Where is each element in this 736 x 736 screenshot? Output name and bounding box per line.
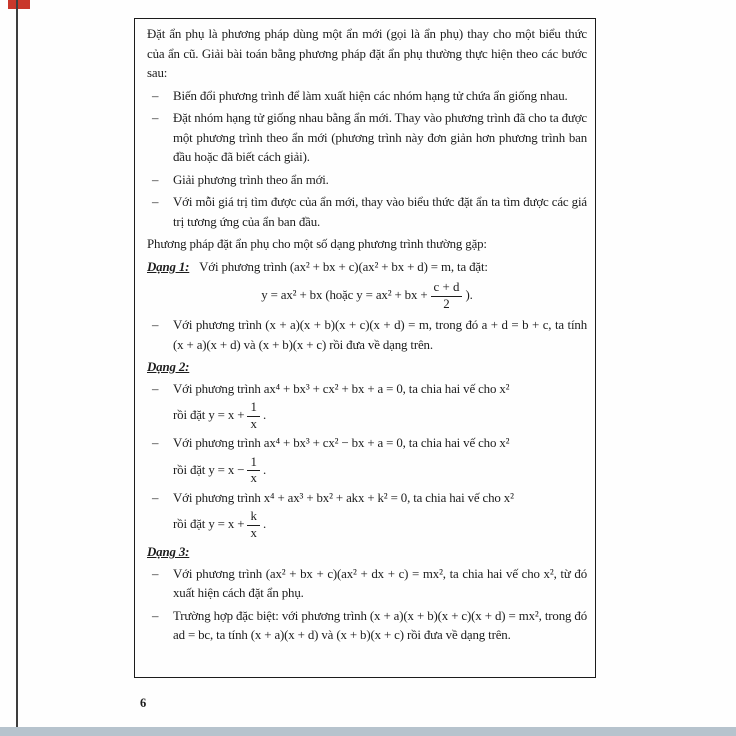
- fraction-numerator: 1: [250, 400, 257, 415]
- fraction-denominator: x: [247, 416, 259, 432]
- dang3-item-1: [147, 565, 587, 604]
- fraction-numerator: 1: [250, 454, 257, 469]
- step-item-3: [147, 171, 587, 191]
- step-item-4: [147, 193, 587, 232]
- dang3-heading: [147, 543, 587, 563]
- dang2-item-3: [147, 489, 587, 541]
- dang2-item-subline: [173, 510, 587, 540]
- formula-pre: y = ax² + bx (hoặc y = ax² + bx +: [261, 288, 431, 302]
- bullet-dash: –: [152, 381, 159, 396]
- fraction-1-over-x: [247, 401, 259, 431]
- bullet-dash: –: [152, 111, 159, 125]
- dang2-label: Dạng 2:: [147, 360, 190, 375]
- step-item-1: [147, 87, 587, 107]
- bullet-dash: –: [152, 436, 159, 451]
- bullet-dash: –: [152, 88, 159, 103]
- dang2-heading: [147, 358, 587, 378]
- step-text: Biến đổi phương trình để làm xuất hiện các nhóm hạng tử chứa ẩn giống nhau.: [173, 88, 568, 103]
- page-number: 6: [140, 696, 147, 710]
- theory-box: [134, 18, 596, 678]
- subline-post: .: [259, 462, 267, 477]
- fraction-k-over-x: [247, 510, 259, 540]
- dang1-formula: [147, 281, 587, 311]
- bullet-dash: –: [152, 490, 159, 505]
- dang2-item-line: Với phương trình ax⁴ + bx³ + cx² + bx + a = 0, ta chia hai vế cho x²: [173, 381, 510, 396]
- dang1-intro-text: Với phương trình (ax² + bx + c)(ax² + bx + d) = m, ta đặt:: [199, 259, 488, 274]
- subline-pre: rồi đặt y = x −: [173, 462, 248, 477]
- dang1-note-text: Với phương trình (x + a)(x + b)(x + c)(x + d) = m, trong đó a + d = b + c, ta tính (x + a)(x + d) và (x + b)(x + c) rồi đưa về dạng trên.: [173, 318, 587, 352]
- dang2-item-1: [147, 380, 587, 432]
- bullet-dash: –: [152, 195, 159, 209]
- fraction-c-plus-d-over-2: [431, 281, 463, 311]
- dang3-item-2: [147, 607, 587, 646]
- intro-paragraph: Đặt ẩn phụ là phương pháp dùng một ẩn mới (gọi là ẩn phụ) thay cho một biểu thức của ẩn cũ. Giải bài toán bằng phương pháp đặt ẩn phụ thường thực hiện theo các bước sau:: [147, 27, 587, 80]
- fraction-denominator: 2: [431, 296, 463, 312]
- bottom-bar: [0, 727, 736, 736]
- dang2-item-subline: [173, 401, 587, 431]
- dang1-special-note: [147, 316, 587, 355]
- methods-lead: Phương pháp đặt ẩn phụ cho một số dạng phương trình thường gặp:: [147, 237, 487, 251]
- fraction-numerator: c + d: [433, 280, 460, 294]
- step-text: Đặt nhóm hạng tử giống nhau bằng ẩn mới. Thay vào phương trình đã cho ta được một phương trình theo ẩn mới (phương trình này đơn giản hơn phương trình ban đầu hoặc đã biết cách giải).: [173, 111, 587, 164]
- dang3-item-text: Với phương trình (ax² + bx + c)(ax² + dx + c) = mx², ta chia hai vế cho x², từ đó xuất hiện cách đặt ẩn phụ.: [173, 566, 587, 601]
- subline-pre: rồi đặt y = x +: [173, 517, 248, 532]
- dang2-item-subline: [173, 456, 587, 486]
- subline-post: .: [259, 408, 267, 423]
- bullet-dash: –: [152, 566, 159, 581]
- step-text: Giải phương trình theo ẩn mới.: [173, 172, 329, 187]
- step-text: Với mỗi giá trị tìm được của ẩn mới, thay vào biểu thức đặt ẩn ta tìm được các giá trị tương ứng của ẩn ban đầu.: [173, 195, 587, 229]
- dang2-item-2: [147, 434, 587, 486]
- bullet-dash: –: [152, 608, 159, 623]
- step-item-2: [147, 109, 587, 168]
- dang3-item-text: Trường hợp đặc biệt: với phương trình (x + a)(x + b)(x + c)(x + d) = mx², trong đó ad = bc, ta tính (x + a)(x + d) và (x + b)(x + c) rồi đưa về dạng trên.: [173, 608, 587, 643]
- bullet-dash: –: [152, 318, 159, 333]
- dang1-label: Dạng 1:: [147, 259, 190, 274]
- dang3-label: Dạng 3:: [147, 545, 190, 560]
- fraction-1-over-x: [247, 456, 259, 486]
- red-bookmark-tab: [8, 0, 30, 9]
- page-edge-line: [16, 0, 18, 736]
- fraction-denominator: x: [247, 525, 259, 541]
- subline-pre: rồi đặt y = x +: [173, 408, 248, 423]
- dang2-item-line: Với phương trình x⁴ + ax³ + bx² + akx + k² = 0, ta chia hai vế cho x²: [173, 490, 514, 505]
- dang2-item-line: Với phương trình ax⁴ + bx³ + cx² − bx + a = 0, ta chia hai vế cho x²: [173, 436, 510, 451]
- subline-post: .: [259, 517, 267, 532]
- fraction-denominator: x: [247, 470, 259, 486]
- formula-post: ).: [462, 288, 473, 302]
- bullet-dash: –: [152, 172, 159, 187]
- fraction-numerator: k: [250, 509, 257, 524]
- dang1-heading-line: [147, 258, 587, 278]
